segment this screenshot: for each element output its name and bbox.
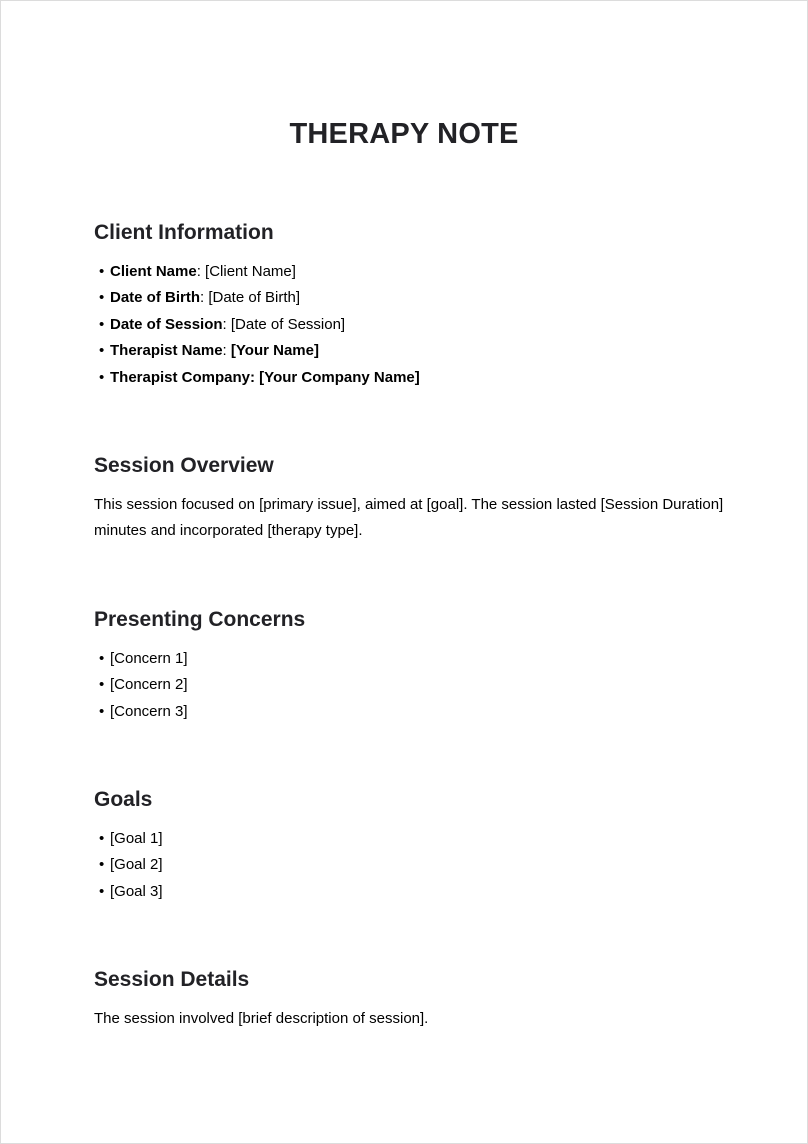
session-details-heading: Session Details — [94, 968, 250, 991]
client-information-section — [94, 219, 734, 391]
bullet-icon: • — [99, 830, 105, 847]
client-information-list — [94, 259, 734, 391]
session-details-section — [94, 966, 734, 1032]
list-item: • [Goal 2] — [94, 852, 734, 878]
bullet-icon: • — [99, 263, 105, 280]
goals-section — [94, 786, 734, 905]
bullet-icon: • — [99, 650, 105, 667]
list-item-client-name: • Client Name: [Client Name] — [94, 259, 734, 285]
presenting-concerns-heading: Presenting Concerns — [94, 608, 306, 631]
goals-list — [94, 826, 734, 905]
bullet-icon: • — [99, 289, 105, 307]
session-details-text: The session involved [brief description of session]. — [94, 1010, 429, 1027]
goals-heading: Goals — [94, 788, 153, 811]
client-information-heading: Client Information — [94, 221, 274, 244]
list-item-therapist-company: • Therapist Company: [Your Company Name] — [94, 365, 734, 391]
bullet-icon: • — [99, 882, 105, 900]
bullet-icon: • — [99, 315, 105, 333]
presenting-concerns-list — [94, 646, 734, 725]
session-overview-heading: Session Overview — [94, 454, 274, 477]
list-item-therapist-name: • Therapist Name: [Your Name] — [94, 338, 734, 364]
list-item: • [Concern 1] — [94, 646, 734, 672]
bullet-icon: • — [99, 702, 105, 720]
bullet-icon: • — [99, 342, 105, 360]
list-item-date-of-birth: • Date of Birth: [Date of Birth] — [94, 285, 734, 311]
list-item: • [Concern 2] — [94, 672, 734, 698]
list-item: • [Goal 1] — [94, 826, 734, 852]
list-item-date-of-session: • Date of Session: [Date of Session] — [94, 312, 734, 338]
bullet-icon: • — [99, 368, 105, 386]
list-item: • [Goal 3] — [94, 879, 734, 905]
bullet-icon: • — [99, 856, 105, 874]
bullet-icon: • — [99, 676, 105, 694]
document-title: THERAPY NOTE — [289, 118, 519, 150]
presenting-concerns-section — [94, 606, 734, 725]
session-overview-section — [94, 452, 734, 545]
session-overview-text: This session focused on [primary issue], aimed at [goal]. The session lasted [Session Duration] minutes and incorporated [therapy type]. — [94, 496, 724, 540]
list-item: • [Concern 3] — [94, 699, 734, 725]
